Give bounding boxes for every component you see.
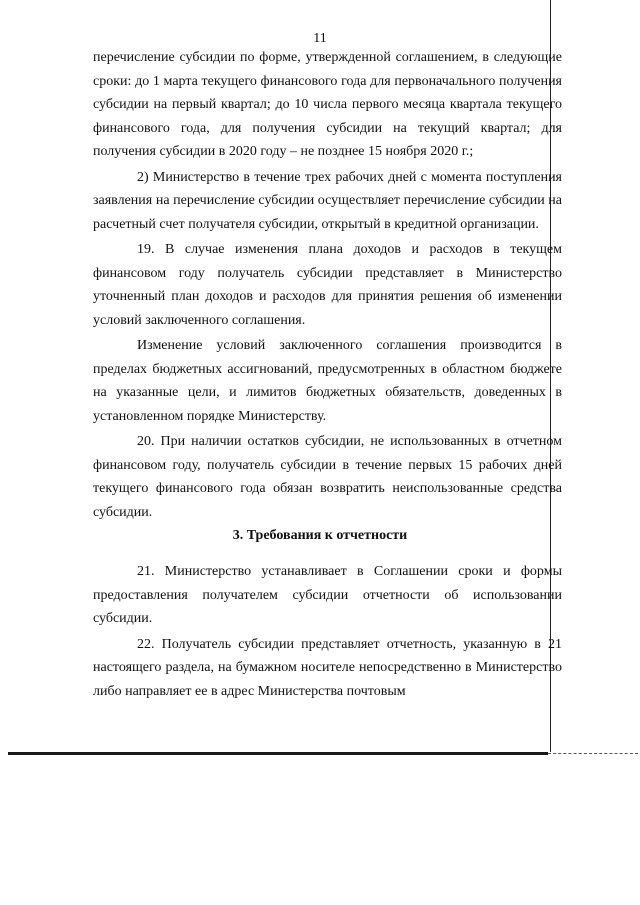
page-number: 11 [313,31,327,46]
body-text-lower [93,560,562,703]
paragraph-19: 19. В случае изменения плана доходов и расходов в текущем финансовом году получатель субсидии представляет в Министерство уточненный план доходов и расходов для принятия решения об изменении условий заключенного соглашения. [93,242,562,328]
page-bottom-rule [8,752,548,755]
paragraph-20: 20. При наличии остатков субсидии, не использованных в отчетном финансовом году, получатель субсидии в течение первых 15 рабочих дней текущего финансового года обязан возвратить неиспользованные средства субсидии. [93,434,562,520]
paragraph-18-1-continuation: перечисление субсидии по форме, утвержденной соглашением, в следующие сроки: до 1 марта текущего финансового года для первоначального получения субсидии на первый квартал; до 10 числа первого месяца квартала текущего финансового года, для получения субсидии на текущий квартал; для получения субсидии в 2020 году – не позднее 15 ноября 2020 г.; [93,50,562,159]
paragraph-22: 22. Получатель субсидии представляет отчетность, указанную в 21 настоящего раздела, на бумажном носителе непосредственно в Министерство либо направляет ее в адрес Министерства почтовым [93,636,562,699]
paragraph-18-2: 2) Министерство в течение трех рабочих дней с момента поступления заявления на перечисление субсидии осуществляет перечисление субсидии на расчетный счет получателя субсидии, открытый в кредитной организации. [93,169,562,232]
section-heading: 3. Требования к отчетности [232,528,408,543]
paragraph-19-amendment: Изменение условий заключенного соглашения производится в пределах бюджетных ассигнований, предусмотренных в областном бюджете на указанные цели, и лимитов бюджетных обязательств, доведенных в установленном порядке Министерству. [93,338,562,424]
page-bottom-rule-dashed [548,753,638,754]
paragraph-21: 21. Министерство устанавливает в Соглашении сроки и формы предоставления получателем субсидии отчетности об использовании субсидии. [93,564,562,626]
body-text-upper [93,46,562,524]
